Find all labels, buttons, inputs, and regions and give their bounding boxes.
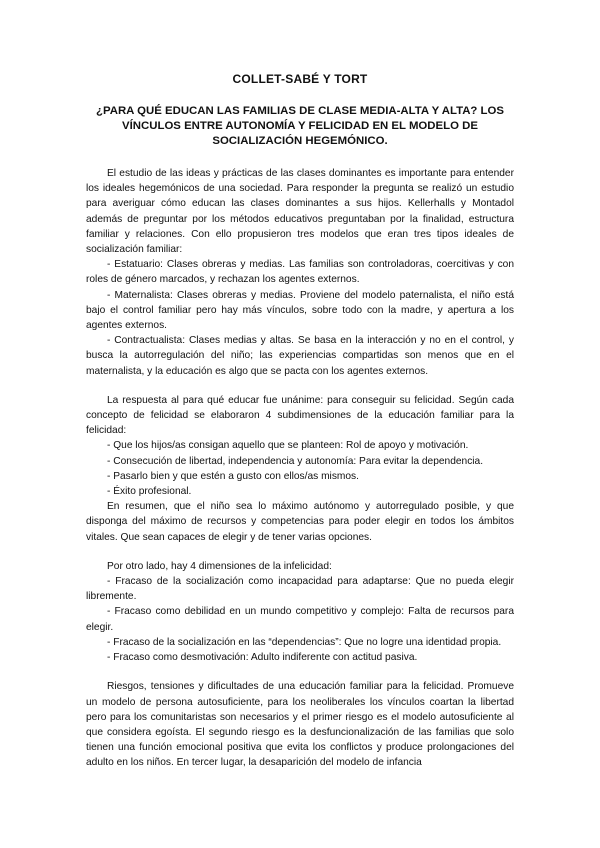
paragraph-resumen: En resumen, que el niño sea lo máximo autónomo y autorregulado posible, y que disponga del máximo de recursos y competencias para poder elegir en todos los ámbitos vitales. Que sean capaces de elegir y de tener varias opciones. <box>86 501 514 543</box>
spacer <box>86 665 514 679</box>
model-estatuario: - Estatuario: Clases obreras y medias. Las familias son controladoras, coercitivas y con roles de género marcados, y rechazan los agentes externos. <box>86 259 514 286</box>
model-contractualista: - Contractualista: Clases medias y altas. Se basa en la interacción y no en el control, y busca la autorregulación del niño; las experiencias compartidas son menos que en el maternalista, y la educación es algo que se pacta con los agentes externos. <box>86 335 514 377</box>
list-item: - Que los hijos/as consigan aquello que se planteen: Rol de apoyo y motivación. <box>107 440 469 452</box>
paragraph-riesgos: Riesgos, tensiones y dificultades de una educación familiar para la felicidad. Promueve un modelo de persona autosuficiente, para los neoliberales los vínculos coartan la libertad pero para los comunitaristas son necesarios y el primer riesgo es el modelo autosuficiente al que considera egoísta. El segundo riesgo es la desfuncionalización de las familias que solo tienen una función emocional positiva que evita los conflictos y produce prolongaciones del adulto en los niños. En tercer lugar, la desaparición del modelo de infancia <box>86 681 514 769</box>
paragraph-felicidad: La respuesta al para qué educar fue unánime: para conseguir su felicidad. Según cada concepto de felicidad se elaboraron 4 subdimensiones de la educación familiar para la felicidad: <box>86 394 514 437</box>
paragraph-intro: El estudio de las ideas y prácticas de las clases dominantes es importante para entender los ideales hegemónicos de una sociedad. Para responder la pregunta se realizó un estudio para averiguar cómo educan las clases dominantes a sus hijos. Kellerhalls y Montadol además de preguntar por los métodos educativos preguntaban por la finalidad, estructura familiar y relaciones. Con ello propusieron tres modelos que eran tres tipos ideales de socialización familiar: <box>86 168 514 256</box>
list-item: - Fracaso como debilidad en un mundo competitivo y complejo: Falta de recursos para elegir. <box>86 606 514 633</box>
document-title: ¿PARA QUÉ EDUCAN LAS FAMILIAS DE CLASE MEDIA-ALTA Y ALTA? LOS VÍNCULOS ENTRE AUTONOMÍA Y FELICIDAD EN EL MODELO DE SOCIALIZACIÓN HEGEMÓNICO. <box>96 105 504 147</box>
list-item: - Fracaso como desmotivación: Adulto indiferente con actitud pasiva. <box>107 652 418 664</box>
author-heading: COLLET-SABÉ Y TORT <box>232 72 368 86</box>
spacer <box>86 545 514 559</box>
list-item: - Consecución de libertad, independencia y autonomía: Para evitar la dependencia. <box>107 455 484 467</box>
spacer <box>86 379 514 393</box>
document-body <box>86 166 514 771</box>
list-item: - Fracaso de la socialización en las “dependencias”: Que no logre una identidad propia. <box>107 636 502 648</box>
list-item: - Fracaso de la socialización como incapacidad para adaptarse: Que no pueda elegir libremente. <box>86 576 514 603</box>
model-maternalista: - Maternalista: Clases obreras y medias. Proviene del modelo paternalista, el niño está bajo el control familiar pero hay más vínculos, sobre todo con la madre, y apertura a los agentes externos. <box>86 289 514 332</box>
list-item: - Pasarlo bien y que estén a gusto con ellos/as mismos. <box>107 470 359 482</box>
paragraph-infelicidad: Por otro lado, hay 4 dimensiones de la infelicidad: <box>107 560 332 572</box>
list-item: - Éxito profesional. <box>107 486 192 498</box>
